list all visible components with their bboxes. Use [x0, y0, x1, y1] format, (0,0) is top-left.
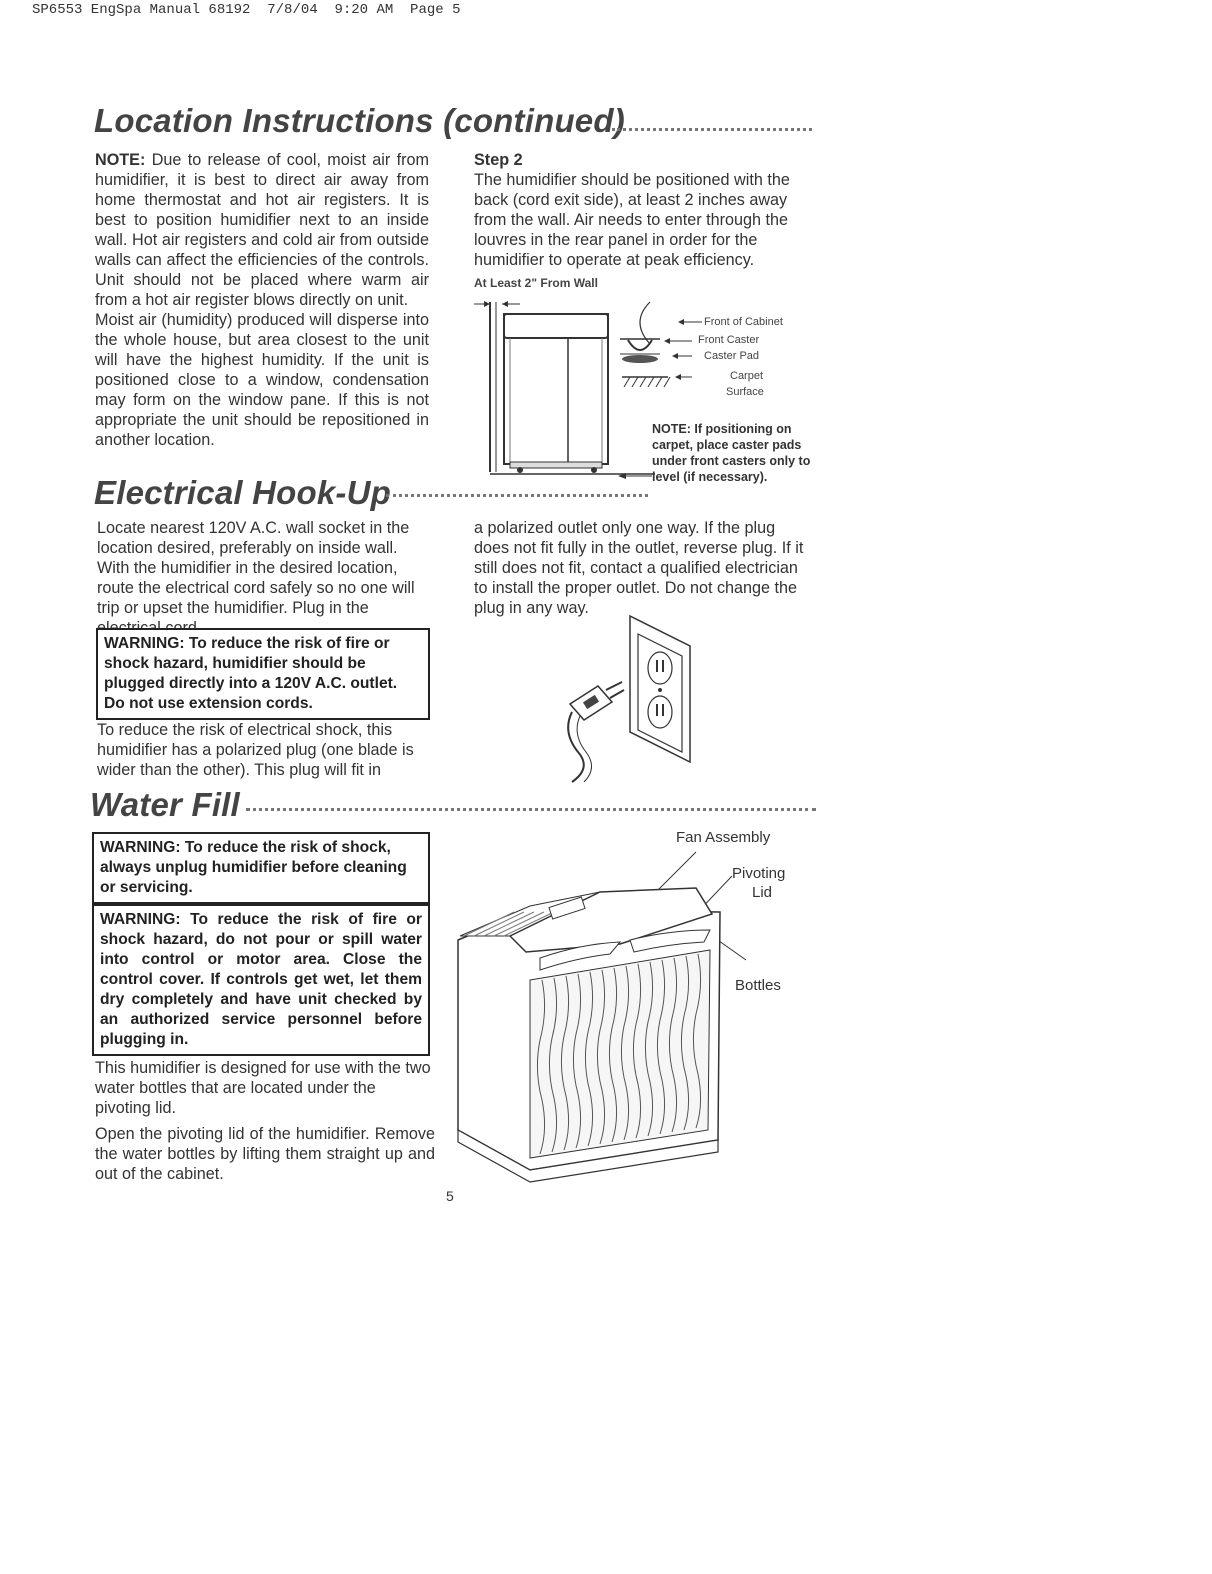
front-caster-label: Front Caster [698, 334, 760, 346]
lid-label: Lid [752, 884, 773, 901]
humidifier-illustration [450, 840, 740, 1190]
note-text: Due to release of cool, moist air from humidifier, it is best to direct air away from home thermostat and hot air registers. It is best to position humidifier next to an inside wall. Hot air registers and cold air from outside walls can affect the efficiencies of the controls. Unit should not be placed where warm air from a hot air register blows directly on unit. [95, 151, 429, 309]
location-right-column [474, 150, 808, 270]
water-title-rule [246, 808, 816, 811]
electrical-warning: WARNING: To reduce the risk of fire or shock hazard, humidifier should be plugged directly into a 120V A.C. outlet. Do not use extension cords. [96, 628, 430, 720]
electrical-paragraph-2: To reduce the risk of electrical shock, this humidifier has a polarized plug (one blade is wider than the other). This plug will fit in [97, 721, 414, 779]
caster-pad-label: Caster Pad [704, 350, 760, 362]
electrical-title-rule [386, 494, 648, 497]
page-number: 5 [446, 1188, 454, 1204]
fan-assembly-label: Fan Assembly [676, 829, 771, 846]
water-warning-2: WARNING: To reduce the risk of fire or shock hazard, do not pour or spill water into control or motor area. Close the control cover. If controls get wet, let them dry completely and have unit checked by an authorized service personnel before plugging in. [92, 904, 430, 1056]
water-title: Water Fill [90, 786, 240, 823]
caster-note: NOTE: If positioning on carpet, place caster pads under front casters only to level (if necessary). [652, 422, 811, 484]
print-header: SP6553 EngSpa Manual 68192 7/8/04 9:20 AM Page 5 [32, 2, 461, 18]
note-label: NOTE: [95, 151, 146, 169]
polarized-outlet-illustration [540, 612, 720, 784]
bottles-label: Bottles [735, 977, 781, 994]
wall-distance-label: At Least 2" From Wall [474, 276, 598, 290]
electrical-paragraph-3: a polarized outlet only one way. If the plug does not fit fully in the outlet, reverse plug. If it still does not fit, contact a qualified electrician to install the proper outlet. Do not change the plug in any way. [474, 519, 804, 617]
surface-label: Surface [726, 386, 764, 398]
location-left-column [95, 150, 429, 450]
water-paragraph-1: This humidifier is designed for use with the two water bottles that are located under the pivoting lid. [95, 1059, 431, 1117]
location-note-paragraph [95, 150, 429, 310]
water-warning-1: WARNING: To reduce the risk of shock, always unplug humidifier before cleaning or servicing. [92, 832, 430, 904]
location-title: Location Instructions (continued) [94, 102, 625, 139]
front-of-cabinet-label: Front of Cabinet [704, 316, 783, 328]
carpet-label: Carpet [730, 370, 764, 382]
step-text: The humidifier should be positioned with the back (cord exit side), at least 2 inches away from the wall. Air needs to enter through the louvres in the rear panel in order for the humidifier to operate at peak efficiency. [474, 171, 790, 269]
location-title-rule [612, 128, 812, 131]
water-paragraph-2: Open the pivoting lid of the humidifier. Remove the water bottles by lifting them straight up and out of the cabinet. [95, 1125, 435, 1183]
location-paragraph-2: Moist air (humidity) produced will disperse into the whole house, but area closest to the unit will have the highest humidity. If the unit is positioned close to a window, condensation may form on the window pane. If this is not appropriate the unit should be repositioned in another location. [95, 311, 429, 449]
pivoting-label: Pivoting [732, 865, 786, 882]
step-label: Step 2 [474, 151, 523, 169]
electrical-paragraph-1: Locate nearest 120V A.C. wall socket in the location desired, preferably on inside wall. With the humidifier in the desired location, route the electrical cord safely so no one will trip or upset the humidifier. Plug in the [97, 519, 415, 617]
electrical-title: Electrical Hook-Up [94, 474, 392, 511]
